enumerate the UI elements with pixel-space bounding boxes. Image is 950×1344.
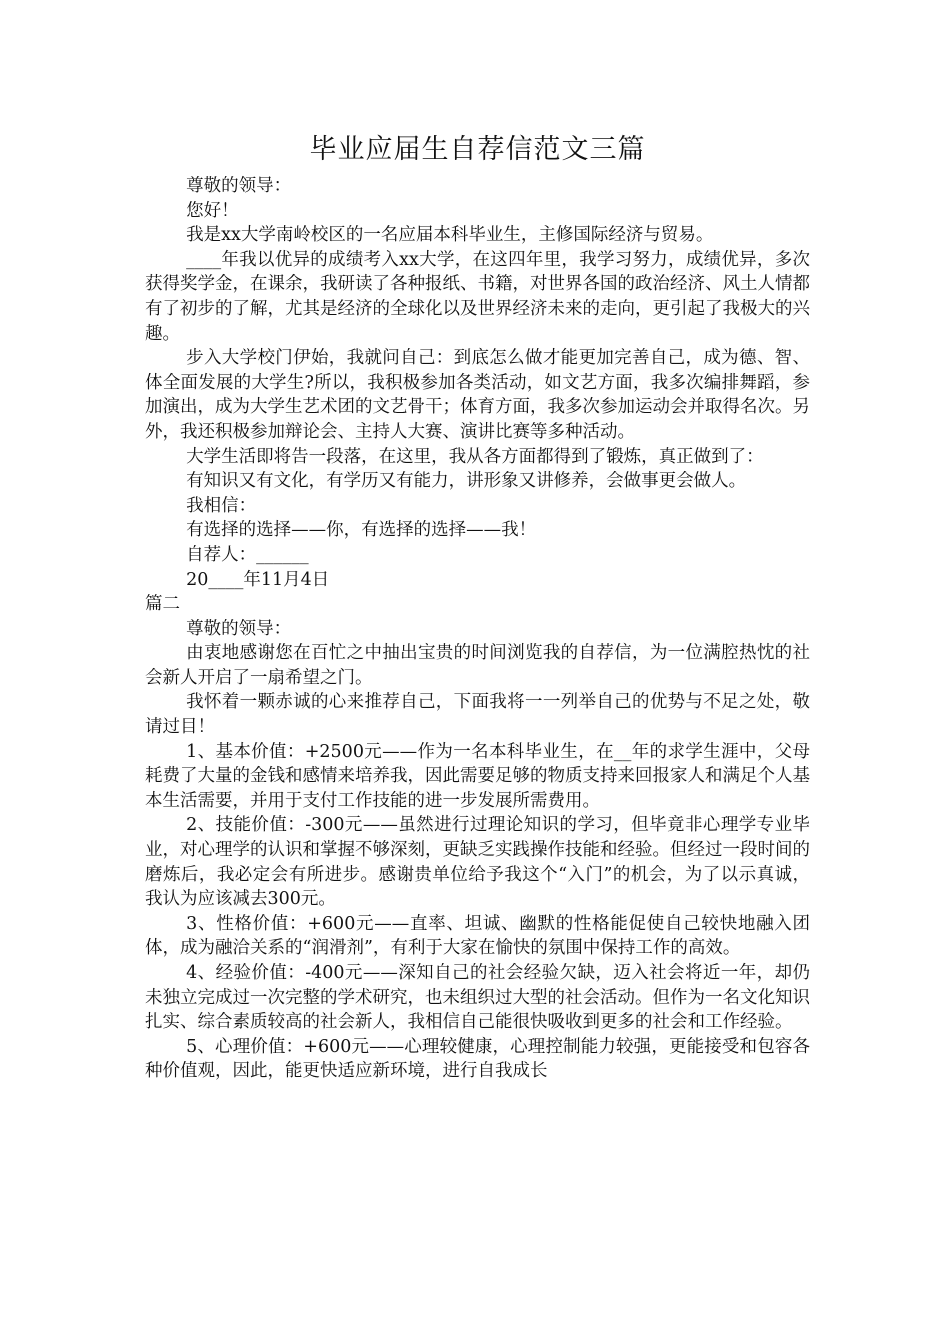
body-paragraph: 4、经验价值：-400元——深知自己的社会经验欠缺，迈入社会将近一年，却仍未独立完成过一次完整的学术研究，也未组织过大型的社会活动。但作为一名文化知识扎实、综合素质较高的社会新人，我相信自己能很快吸收到更多的社会和工作经验。 — [145, 963, 810, 1033]
body-paragraph: 有选择的选择——你，有选择的选择——我！ — [186, 520, 537, 541]
body-paragraph: 我怀着一颗赤诚的心来推荐自己，下面我将一一列举自己的优势与不足之处，敬请过目！ — [145, 692, 810, 738]
body-paragraph: 由衷地感谢您在百忙之中抽出宝贵的时间浏览我的自荐信，为一位满腔热忱的社会新人开启了一扇希望之门。 — [145, 643, 810, 688]
body-paragraph: 2、技能价值：-300元——虽然进行过理论知识的学习，但毕竟非心理学专业毕业，对心理学的认识和掌握不够深刻，更缺乏实践操作技能和经验。但经过一段时间的磨炼后，我必定会有所进步。感谢贵单位给予我这个“入门”的机会，为了以示真诚，我认为应该减去300元。 — [145, 815, 810, 910]
body-paragraph: 5、心理价值：+600元——心理较健康，心理控制能力较强，更能接受和包容各种价值观，因此，能更快适应新环境，进行自我成长 — [145, 1036, 810, 1082]
body-paragraph: 尊敬的领导： — [186, 618, 292, 639]
body-paragraph: ____年我以优异的成绩考入xx大学，在这四年里，我学习努力，成绩优异，多次获得奖学金，在课余，我研读了各种报纸、书籍，对世界各国的政治经济、风土人情都有了初步的了解，尤其是经济的全球化以及世界经济未来的走向，更引起了我极大的兴趣。 — [145, 249, 810, 344]
body-paragraph: 步入大学校门伊始，我就问自己：到底怎么做才能更加完善自己，成为德、智、体全面发展的大学生?所以，我积极参加各类活动，如文艺方面，我多次编排舞蹈，参加演出，成为大学生艺术团的文艺骨干；体育方面，我多次参加运动会并取得名次。另外，我还积极参加辩论会、主持人大赛、演讲比赛等多种活动。 — [145, 348, 810, 442]
section-heading: 篇二 — [145, 594, 180, 615]
body-paragraph: 我是xx大学南岭校区的一名应届本科毕业生，主修国际经济与贸易。 — [186, 225, 714, 246]
body-paragraph: 尊敬的领导： — [186, 176, 292, 196]
body-paragraph: 大学生活即将告一段落，在这里，我从各方面都得到了锻炼，真正做到了： — [186, 446, 764, 467]
body-paragraph: 自荐人：______ — [186, 544, 309, 565]
body-paragraph: 1、基本价值：+2500元——作为一名本科毕业生，在__年的求学生涯中，父母耗费了大量的金钱和感情来培养我，因此需要足够的物质支持来回报家人和满足个人基本生活需要，并用于支付工作技能的进一步发展所需费用。 — [145, 741, 810, 811]
body-paragraph: 20____年11月4日 — [186, 569, 330, 590]
body-paragraph: 有知识又有文化，有学历又有能力，讲形象又讲修养，会做事更会做人。 — [186, 471, 747, 492]
document-body — [145, 174, 810, 1084]
document-title: 毕业应届生自荐信范文三篇 — [309, 134, 646, 165]
body-paragraph: 您好！ — [186, 200, 239, 221]
body-paragraph: 我相信： — [186, 495, 257, 516]
body-paragraph: 3、性格价值：+600元——直率、坦诚、幽默的性格能促使自己较快地融入团体，成为融洽关系的“润滑剂”，有利于大家在愉快的氛围中保持工作的高效。 — [145, 913, 810, 959]
document-page — [145, 130, 810, 1084]
